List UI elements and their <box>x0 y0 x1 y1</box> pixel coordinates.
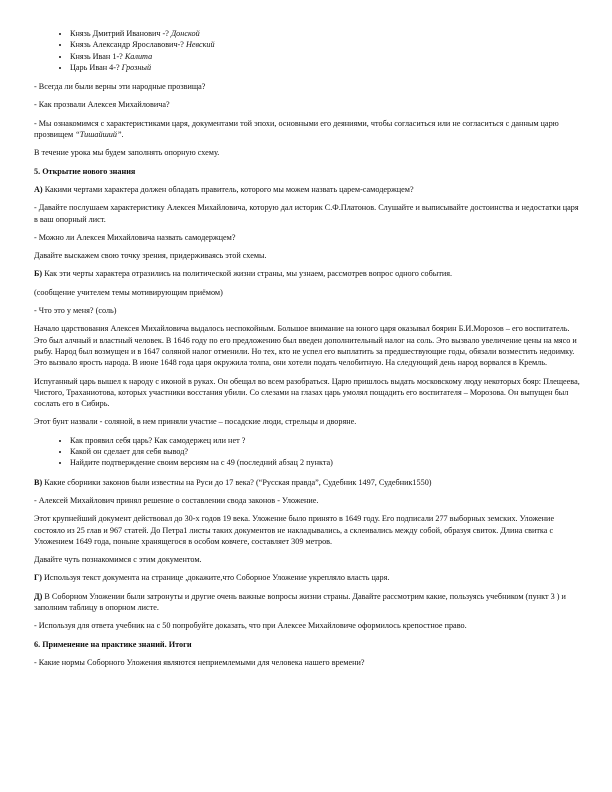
paragraph-norms: - Какие нормы Соборного Уложения являются неприемлемыми для человека нашего времени? <box>34 657 365 667</box>
paragraph-what: - Что это у меня? (соль) <box>34 306 117 316</box>
paragraph-message: (сообщение учителем темы мотивирующим приёмом) <box>34 287 223 297</box>
list-item: • Князь Александр Ярославович-? Невский <box>70 39 584 50</box>
paragraph-reign: Начало царствования Алексея Михайловича выдалось неспокойным. Большое внимание на юного царя оказывал боярин Б.И.Морозов – его воспитатель. Это был алчный и властный человек. В 1646 году по его предложению был введен дополнительный налог на соль. Это вызвало увеличение цены на мясо и рыбу. Народ был возмущен и в 1647 соляной налог отменили. Но тех, кто не успел его выплатить за предшествующие годы, обязали возместить недоимку. Это вызвало ярость народа. В июне 1648 года царя окружила толпа, они хотели подать челобитную. На следующий день народ ворвался в Кремль. <box>34 324 577 368</box>
paragraph-platonov: - Давайте послушаем характеристику Алексея Михайловича, которую дал историк С.Ф.Платонов. Слушайте и выписывайте достоинства и недостатки царя в ваш опорный лист. <box>34 203 579 224</box>
paragraph-acquaint: Давайте чуть познакомимся с этим документом. <box>34 555 202 565</box>
task-b: Б) Как эти черты характера отразились на политической жизни страны, мы узнаем, рассмотрев вопрос одного события. <box>34 269 453 279</box>
section-heading-5: 5. Открытие нового знания <box>34 166 136 176</box>
task-d: Д) В Соборном Уложении были затронуты и другие очень важные вопросы жизни страны. Давайте рассмотрим какие, пользуясь учебником (пункт 3 ) и заполним таблицу в опорном листе. <box>34 591 566 612</box>
task-a: А) Какими чертами характера должен обладать правитель, которого мы можем назвать царем-самодержцем? <box>34 184 414 194</box>
paragraph-opinion: Давайте выскажем свою точку зрения, придерживаясь этой схемы. <box>34 251 267 261</box>
section-heading-6: 6. Применение на практике знаний. Итоги <box>34 639 192 649</box>
list-item: • Князь Иван 1-? Калита <box>70 51 584 62</box>
list-item: • Как проявил себя царь? Как самодержец или нет ? <box>70 435 584 446</box>
task-v: В) Какие сборники законов были известны на Руси до 17 века? (“Русская правда”, Судебник 1497, Судебник1550) <box>34 477 432 487</box>
list-item: • Найдите подтверждение своим версиям на с 49 (последний абзац 2 пункта) <box>70 457 584 468</box>
nickname-list <box>34 28 584 73</box>
paragraph-riot: Этот бунт назвали - соляной, в нем приняли участие – посадские люди, стрельцы и дворяне. <box>34 417 357 427</box>
paragraph-scheme: В течение урока мы будем заполнять опорную схему. <box>34 148 220 158</box>
list-item: • Какой он сделает для себя вывод? <box>70 446 584 457</box>
paragraph-textbook: - Используя для ответа учебник на с 50 попробуйте доказать, что при Алексее Михайловиче оформилось крепостное право. <box>34 621 467 631</box>
task-g: Г) Используя текст документа на странице ,докажите,что Соборное Уложение укрепляло власть царя. <box>34 573 390 583</box>
paragraph-scared-tsar: Испуганный царь вышел к народу с иконой в руках. Он обещал во всем разобраться. Царю пришлось выдать московскому люду некоторых бояр: Плещеева, Чистого, Траханиотова, которых участники восстания убили. Со слезами на глазах царь умолял пощадить его воспитателя – Морозова. Он выпущен был сослать его в Сибирь. <box>34 376 580 409</box>
paragraph-intro: - Мы ознакомимся с характеристиками царя, документами той эпохи, основными его деяниями, чтобы согласиться или не согласиться с данным царю прозвищем “Тишайший”. <box>34 118 559 140</box>
list-item: • Царь Иван 4-? Грозный <box>70 62 584 73</box>
paragraph-question-1: - Всегда ли были верны эти народные прозвища? <box>34 82 206 92</box>
paragraph-document: Этот крупнейший документ действовал до 30-х годов 19 века. Уложение было принято в 1649 году. Его подписали 277 выборных земских. Уложение состояло из 25 глав и 967 статей. До Петра1 листы таких документов не накладывались, а склеивались между собой, образуя свиток. Длина свитка с Уложением 1649 года, поныне хранящегося в особом ковчеге, составляет 309 метров. <box>34 514 555 546</box>
list-item: • Князь Дмитрий Иванович -? Донской <box>70 28 584 39</box>
paragraph-question-2: - Как прозвали Алексея Михайловича? <box>34 100 170 110</box>
riot-question-list <box>34 435 584 469</box>
paragraph-decision: - Алексей Михайлович принял решение о составлении свода законов - Уложение. <box>34 495 319 505</box>
paragraph-autocrat: - Можно ли Алексея Михайловича назвать самодержцем? <box>34 232 236 242</box>
document-page <box>34 28 584 675</box>
